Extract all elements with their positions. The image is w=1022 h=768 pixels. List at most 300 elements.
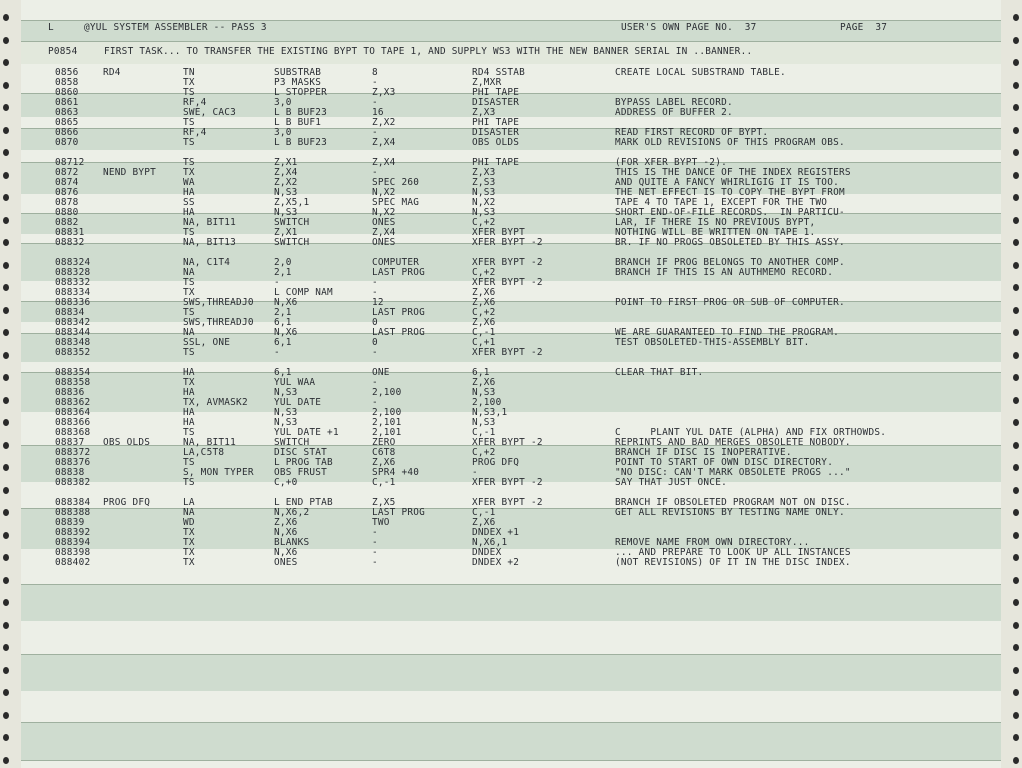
row-operand-1: Z,X2 [274,177,298,188]
row-operand-3: Z,X6 [472,317,496,328]
row-line-number: 08839 [55,517,85,528]
row-line-number: 08838 [55,467,85,478]
listing-row [21,308,1001,318]
listing-row [21,408,1001,418]
row-operand-3: N,X2 [472,197,496,208]
row-operand-3: XFER BYPT -2 [472,277,543,288]
tractor-hole [1013,262,1019,269]
row-line-number: 08837 [55,437,85,448]
tractor-hole [3,757,9,764]
row-operand-1: L B BUF23 [274,137,328,148]
row-operation: WD [183,517,195,528]
row-operand-2: - [372,277,378,288]
tractor-hole [1013,284,1019,291]
row-operand-1: N,S3 [274,417,298,428]
row-operand-1: 3,0 [274,127,292,138]
listing-row [21,168,1001,178]
tractor-hole [1013,172,1019,179]
listing-row [21,208,1001,218]
row-operation: WA [183,177,195,188]
row-operand-2: Z,X6 [372,457,396,468]
row-operation: TS [183,87,195,98]
row-operation: TS [183,477,195,488]
tractor-hole [3,419,9,426]
row-operation: S, MON TYPER [183,467,254,478]
tractor-hole [1013,104,1019,111]
row-line-number: 088388 [55,507,91,518]
row-operand-1: N,X6 [274,327,298,338]
left-tractor-strip [0,0,22,768]
listing-row [21,238,1001,248]
row-operand-1: DISC STAT [274,447,328,458]
row-operand-2: ZERO [372,437,396,448]
row-operation: TS [183,347,195,358]
tractor-hole [1013,217,1019,224]
row-operation: SS [183,197,195,208]
row-comment: LAR, IF THERE IS NO PREVIOUS BYPT, [615,217,816,228]
row-operation: HA [183,207,195,218]
row-operand-3: XFER BYPT -2 [472,437,543,448]
row-comment: BRANCH IF PROG BELONGS TO ANOTHER COMP. [615,257,845,268]
row-operand-1: YUL DATE [274,397,322,408]
listing-row [21,508,1001,518]
row-operation: NA, BIT13 [183,237,237,248]
row-label: OBS OLDS [103,437,151,448]
row-operation: SWE, CAC3 [183,107,237,118]
tractor-hole [3,374,9,381]
tractor-hole [1013,442,1019,449]
row-operand-1: YUL DATE +1 [274,427,339,438]
row-line-number: 088342 [55,317,91,328]
row-operand-3: C,-1 [472,427,496,438]
listing-row [21,458,1001,468]
listing-row [21,398,1001,408]
row-line-number: 0876 [55,187,79,198]
row-operand-3: DNDEX +2 [472,557,520,568]
tractor-hole [3,149,9,156]
row-line-number: 0863 [55,107,79,118]
row-operand-3: C,+1 [472,337,496,348]
tractor-hole [3,239,9,246]
row-operand-2: - [372,127,378,138]
row-operand-3: OBS OLDS [472,137,520,148]
row-operand-3: DNDEX +1 [472,527,520,538]
row-operation: NA, BIT11 [183,217,237,228]
row-line-number: 0866 [55,127,79,138]
tractor-hole [1013,509,1019,516]
row-operand-2: Z,X5 [372,497,396,508]
row-operand-1: - [274,277,280,288]
tractor-hole [1013,734,1019,741]
subtitle-id: P0854 [48,46,78,57]
row-operand-1: C,+0 [274,477,298,488]
printout-page [21,0,1001,768]
row-operand-3: XFER BYPT -2 [472,477,543,488]
header-page-number: PAGE 37 [840,22,888,33]
row-line-number: 0878 [55,197,79,208]
row-comment: READ FIRST RECORD OF BYPT. [615,127,769,138]
tractor-hole [3,487,9,494]
row-label: NEND BYPT [103,167,157,178]
tractor-hole [3,577,9,584]
tractor-hole [3,667,9,674]
row-line-number: 0860 [55,87,79,98]
row-comment: POINT TO START OF OWN DISC DIRECTORY. [615,457,834,468]
row-operation: TX [183,167,195,178]
tractor-hole [3,37,9,44]
tractor-hole [1013,374,1019,381]
row-comment: BYPASS LABEL RECORD. [615,97,733,108]
row-comment: (NOT REVISIONS) OF IT IN THE DISC INDEX. [615,557,851,568]
row-operand-2: 16 [372,107,384,118]
tractor-hole [1013,622,1019,629]
header-column-l: L [48,22,54,33]
row-operand-3: N,S3 [472,187,496,198]
row-operand-1: N,S3 [274,207,298,218]
tractor-hole [3,284,9,291]
row-operand-2: SPR4 +40 [372,467,420,478]
row-operand-3: RD4 SSTAB [472,67,526,78]
row-operation: TN [183,67,195,78]
row-line-number: 088366 [55,417,91,428]
row-operand-1: Z,X4 [274,167,298,178]
blank-row [21,358,1001,368]
tractor-hole [1013,712,1019,719]
tractor-hole [1013,329,1019,336]
row-operand-3: - [472,467,478,478]
row-operand-2: ONES [372,237,396,248]
row-operand-3: 2,100 [472,397,502,408]
row-operand-3: DISASTER [472,97,520,108]
row-operand-3: C,+2 [472,447,496,458]
listing-row [21,368,1001,378]
row-operand-1: L STOPPER [274,87,328,98]
row-operand-2: 12 [372,297,384,308]
row-operand-3: Z,MXR [472,77,502,88]
tractor-hole [1013,757,1019,764]
tractor-hole [3,464,9,471]
row-operation: SWS,THREADJ0 [183,317,254,328]
listing-row [21,288,1001,298]
row-operand-2: 0 [372,317,378,328]
row-operand-1: ONES [274,557,298,568]
tractor-hole [3,644,9,651]
row-line-number: 088384 [55,497,91,508]
tractor-hole [1013,127,1019,134]
tractor-hole [3,307,9,314]
listing-row [21,528,1001,538]
row-line-number: 0882 [55,217,79,228]
row-operand-3: DNDEX [472,547,502,558]
row-operand-1: YUL WAA [274,377,316,388]
row-operand-1: L END PTAB [274,497,333,508]
row-operand-3: XFER BYPT -2 [472,237,543,248]
row-comment: BRANCH IF OBSOLETED PROGRAM NOT ON DISC. [615,497,851,508]
row-operand-3: XFER BYPT [472,227,526,238]
row-operation: HA [183,407,195,418]
row-operation: HA [183,187,195,198]
tractor-hole [3,262,9,269]
row-operand-3: XFER BYPT -2 [472,347,543,358]
row-operation: TX [183,527,195,538]
row-line-number: 088398 [55,547,91,558]
tractor-hole [3,127,9,134]
tractor-hole [3,622,9,629]
row-comment: THIS IS THE DANCE OF THE INDEX REGISTERS [615,167,851,178]
header-title: @YUL SYSTEM ASSEMBLER -- PASS 3 [84,22,267,33]
row-operand-1: 2,0 [274,257,292,268]
listing-row [21,558,1001,568]
row-line-number: 088358 [55,377,91,388]
row-operand-1: N,X6 [274,547,298,558]
row-operand-2: SPEC 260 [372,177,420,188]
row-operand-1: N,X6 [274,527,298,538]
row-comment: THE NET EFFECT IS TO COPY THE BYPT FROM [615,187,845,198]
row-operation: RF,4 [183,127,207,138]
row-operand-1: 6,1 [274,337,292,348]
row-line-number: 088372 [55,447,91,458]
row-line-number: 08834 [55,307,85,318]
row-operand-2: LAST PROG [372,267,426,278]
row-operand-2: 2,101 [372,427,402,438]
row-operand-3: Z,X3 [472,107,496,118]
row-operand-2: - [372,347,378,358]
row-operation: NA [183,327,195,338]
row-operand-2: - [372,287,378,298]
row-comment: ADDRESS OF BUFFER 2. [615,107,733,118]
tractor-hole [3,442,9,449]
row-line-number: 088362 [55,397,91,408]
listing-row [21,538,1001,548]
row-operand-3: Z,X6 [472,377,496,388]
row-line-number: 088394 [55,537,91,548]
tractor-hole [1013,239,1019,246]
row-operand-1: 6,1 [274,367,292,378]
tractor-hole [3,194,9,201]
row-operand-3: Z,X6 [472,287,496,298]
row-operation: RF,4 [183,97,207,108]
row-operation: HA [183,417,195,428]
row-operand-3: C,-1 [472,507,496,518]
row-operation: TS [183,227,195,238]
listing-row [21,328,1001,338]
row-operand-2: LAST PROG [372,307,426,318]
row-operand-2: Z,X4 [372,157,396,168]
row-line-number: 0870 [55,137,79,148]
row-comment: SHORT END-OF-FILE RECORDS. IN PARTICU- [615,207,845,218]
tractor-hole [3,59,9,66]
row-operand-2: - [372,167,378,178]
tractor-hole [1013,419,1019,426]
row-operand-1: 3,0 [274,97,292,108]
row-line-number: 0858 [55,77,79,88]
row-line-number: 088336 [55,297,91,308]
row-operand-2: ONES [372,217,396,228]
tractor-hole [1013,37,1019,44]
row-operation: TS [183,427,195,438]
row-operand-3: N,X6,1 [472,537,508,548]
row-operand-1: SWITCH [274,217,310,228]
tractor-hole [3,352,9,359]
row-operand-2: Z,X4 [372,227,396,238]
row-operand-3: Z,X3 [472,167,496,178]
row-comment: CLEAR THAT BIT. [615,367,704,378]
row-line-number: 088392 [55,527,91,538]
listing-row [21,438,1001,448]
tractor-hole [3,554,9,561]
row-line-number: 088344 [55,327,91,338]
tractor-hole [1013,487,1019,494]
tractor-hole [1013,599,1019,606]
row-operand-2: - [372,557,378,568]
listing-row [21,258,1001,268]
header-page-owner: USER'S OWN PAGE NO. 37 [621,22,757,33]
row-operand-2: TWO [372,517,390,528]
row-operand-3: XFER BYPT -2 [472,497,543,508]
row-comment: REPRINTS AND BAD MERGES OBSOLETE NOBODY. [615,437,851,448]
tractor-hole [1013,577,1019,584]
row-operation: TX [183,537,195,548]
row-operand-2: Z,X2 [372,117,396,128]
row-operation: HA [183,367,195,378]
tractor-hole [3,329,9,336]
row-comment: ... AND PREPARE TO LOOK UP ALL INSTANCES [615,547,851,558]
row-operand-1: BLANKS [274,537,310,548]
row-operand-1: Z,X5,1 [274,197,310,208]
tractor-hole [1013,464,1019,471]
row-operand-1: L COMP NAM [274,287,333,298]
row-operand-1: 6,1 [274,317,292,328]
row-operation: TS [183,157,195,168]
row-operand-2: Z,X3 [372,87,396,98]
row-operand-1: P3 MASKS [274,77,322,88]
listing-row [21,158,1001,168]
row-operand-1: SWITCH [274,437,310,448]
row-operand-1: 2,1 [274,307,292,318]
row-operand-3: N,S3,1 [472,407,508,418]
row-operand-2: - [372,97,378,108]
row-line-number: 088354 [55,367,91,378]
row-operand-2: - [372,537,378,548]
tractor-hole [3,82,9,89]
row-operation: SSL, ONE [183,337,231,348]
row-operand-1: L B BUF23 [274,107,328,118]
row-operand-3: PROG DFQ [472,457,520,468]
row-operand-1: SUBSTRAB [274,67,322,78]
row-line-number: 088376 [55,457,91,468]
row-operand-1: SWITCH [274,237,310,248]
row-line-number: 088364 [55,407,91,418]
row-operand-2: N,X2 [372,187,396,198]
row-operand-3: PHI TAPE [472,87,520,98]
row-operand-3: C,+2 [472,217,496,228]
tractor-hole [1013,194,1019,201]
row-operand-2: - [372,527,378,538]
listing-row [21,198,1001,208]
row-comment: CREATE LOCAL SUBSTRAND TABLE. [615,67,786,78]
tractor-hole [1013,667,1019,674]
row-operand-2: - [372,547,378,558]
listing-row [21,68,1001,78]
row-operand-3: XFER BYPT -2 [472,257,543,268]
row-operation: NA, BIT11 [183,437,237,448]
row-line-number: 0856 [55,67,79,78]
listing-row [21,188,1001,198]
listing-row [21,498,1001,508]
row-operation: TX [183,287,195,298]
row-operand-2: - [372,377,378,388]
row-operation: TS [183,137,195,148]
row-line-number: 088324 [55,257,91,268]
row-comment: BRANCH IF THIS IS AN AUTHMEMO RECORD. [615,267,834,278]
row-operand-1: OBS FRUST [274,467,328,478]
listing-row [21,478,1001,488]
listing-row [21,348,1001,358]
row-comment: MARK OLD REVISIONS OF THIS PROGRAM OBS. [615,137,845,148]
row-line-number: 0872 [55,167,79,178]
row-line-number: 08831 [55,227,85,238]
row-operand-2: SPEC MAG [372,197,420,208]
row-operation: SWS,THREADJ0 [183,297,254,308]
row-operand-2: 2,101 [372,417,402,428]
row-operand-3: Z,S3 [472,177,496,188]
row-operand-3: Z,X6 [472,517,496,528]
tractor-hole [1013,14,1019,21]
tractor-hole [3,712,9,719]
row-operand-2: 2,100 [372,387,402,398]
row-label: PROG DFQ [103,497,151,508]
row-line-number: 088334 [55,287,91,298]
subtitle-text: FIRST TASK... TO TRANSFER THE EXISTING BYPT TO TAPE 1, AND SUPPLY WS3 WITH THE NEW BANNER SERIAL IN ..BANNER.. [104,46,753,57]
row-operand-3: C,-1 [472,327,496,338]
tractor-hole [3,104,9,111]
tractor-hole [3,532,9,539]
listing-row [21,298,1001,308]
row-operand-3: DISASTER [472,127,520,138]
row-operand-1: N,S3 [274,407,298,418]
row-operand-3: C,+2 [472,267,496,278]
row-line-number: 08832 [55,237,85,248]
row-operand-2: LAST PROG [372,327,426,338]
row-operand-1: L B BUF1 [274,117,322,128]
listing-row [21,318,1001,328]
row-comment: BR. IF NO PROGS OBSOLETED BY THIS ASSY. [615,237,845,248]
row-operand-2: - [372,77,378,88]
row-comment: REMOVE NAME FROM OWN DIRECTORY... [615,537,810,548]
tractor-hole [1013,82,1019,89]
row-comment: "NO DISC: CAN'T MARK OBSOLETE PROGS ..." [615,467,851,478]
row-operand-2: C6T8 [372,447,396,458]
row-comment: C PLANT YUL DATE (ALPHA) AND FIX ORTHOWDS. [615,427,887,438]
tractor-hole [1013,689,1019,696]
tractor-hole [1013,644,1019,651]
tractor-hole [1013,554,1019,561]
listing-row [21,178,1001,188]
row-operand-3: N,S3 [472,207,496,218]
row-operand-1: N,X6 [274,297,298,308]
row-operand-3: PHI TAPE [472,157,520,168]
row-operand-2: C,-1 [372,477,396,488]
row-comment: SAY THAT JUST ONCE. [615,477,727,488]
tractor-hole [3,397,9,404]
tractor-hole [3,217,9,224]
row-comment: TEST OBSOLETED-THIS-ASSEMBLY BIT. [615,337,810,348]
tractor-hole [1013,307,1019,314]
row-operand-2: ONE [372,367,390,378]
tractor-hole [1013,397,1019,404]
row-line-number: 088352 [55,347,91,358]
tractor-hole [1013,532,1019,539]
